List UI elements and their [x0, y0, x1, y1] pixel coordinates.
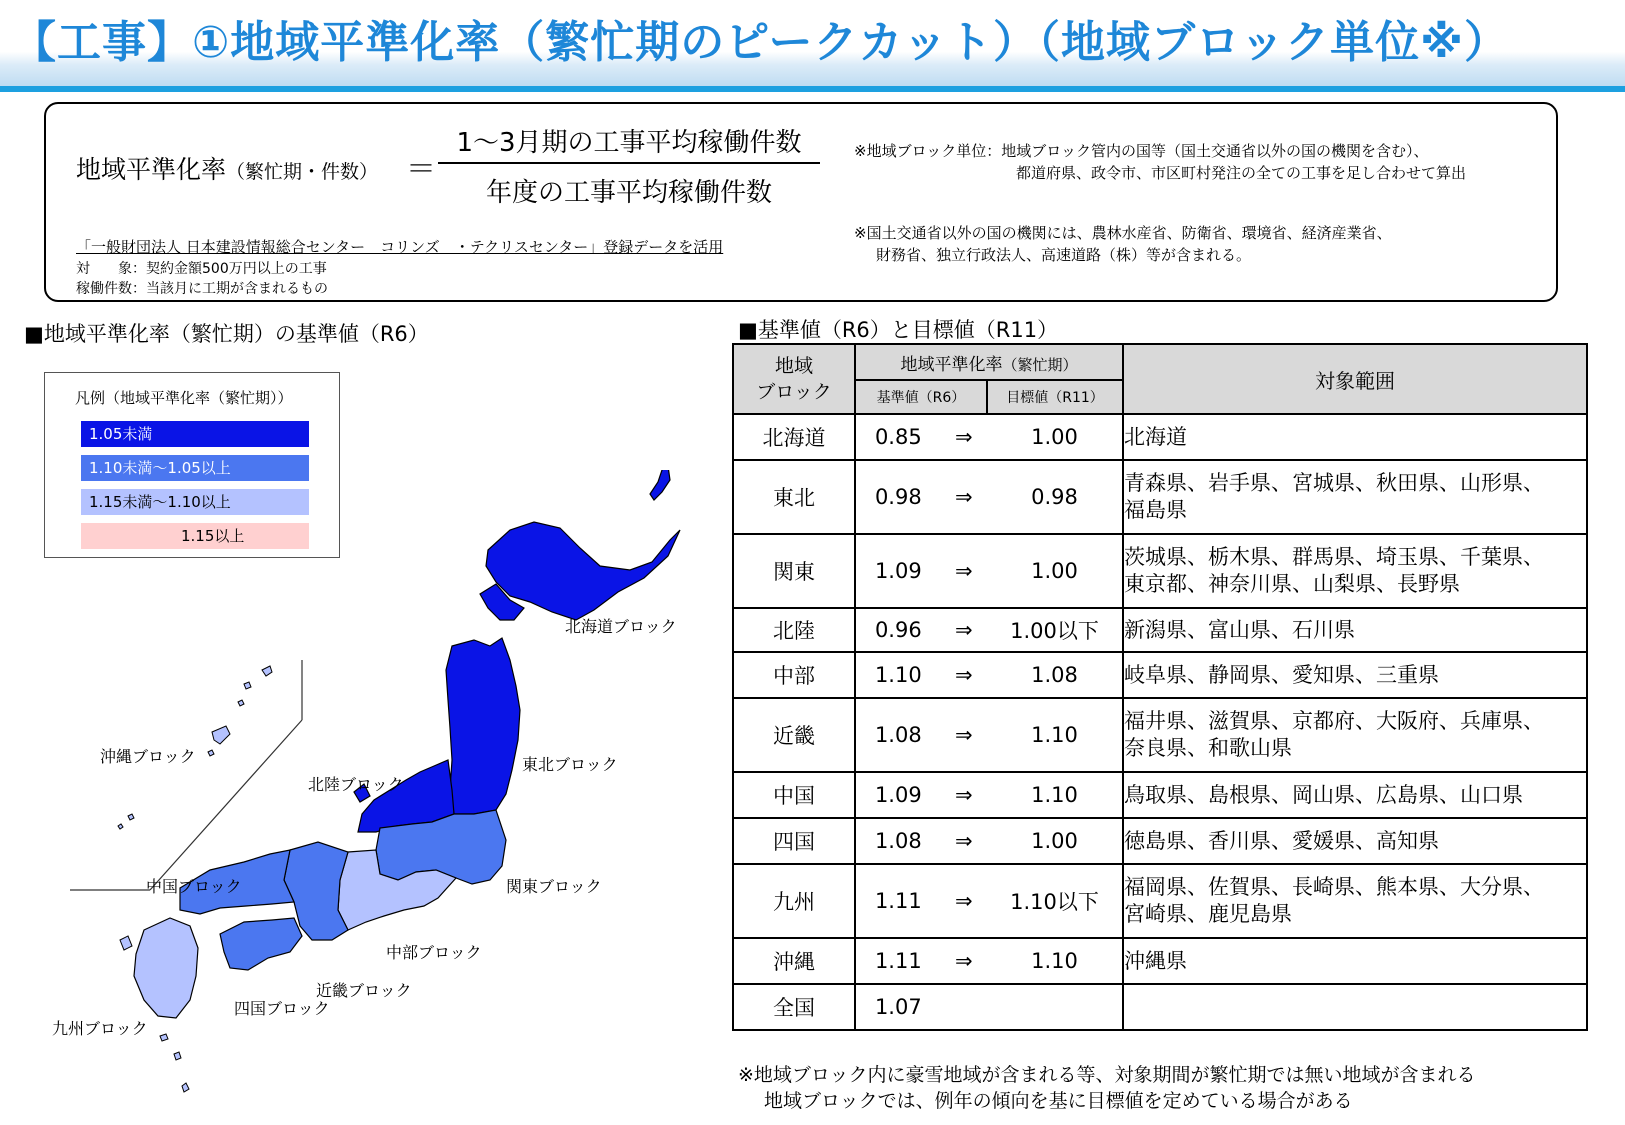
header-target: 目標値（R11）	[987, 380, 1123, 414]
table-row	[733, 460, 1587, 534]
block-unit-note: ※地域ブロック単位：地域ブロック管内の国等（国土交通省以外の国の機関を含む）、	[854, 142, 1429, 160]
arrow-icon: ⇒	[941, 938, 987, 984]
arrow-icon: ⇒	[941, 652, 987, 698]
header-rate-main: 地域平準化率	[900, 354, 1003, 375]
formula-lhs-sub: （繁忙期・件数）	[226, 161, 379, 183]
table-row	[733, 938, 1587, 984]
arrow-icon: ⇒	[941, 608, 987, 652]
block-unit-note-cont: 都道府県、政令市、市区町村発注の全ての工事を足し合わせて算出	[1016, 164, 1467, 182]
arrow-icon	[941, 984, 987, 1030]
arrow-icon: ⇒	[941, 772, 987, 818]
table-section-heading: ■基準値（R6）と目標値（R11）	[738, 318, 1059, 342]
table-row	[733, 652, 1587, 698]
bottom-note	[738, 1062, 1476, 1114]
target-table	[732, 343, 1588, 1031]
label-kinki-block: 近畿ブロック	[316, 981, 412, 1000]
cell-target-value: 1.10	[987, 772, 1123, 818]
kyushu-region	[134, 918, 198, 1018]
legend-title: 凡例（地域平準化率（繁忙期））	[75, 389, 293, 407]
arrow-icon: ⇒	[941, 534, 987, 608]
label-hokkaido-block: 北海道ブロック	[565, 617, 677, 636]
cell-target-value: 1.00	[987, 818, 1123, 864]
data-source: 「一般財団法人 日本建設情報総合センター コリンズ ・テクリスセンター」登録データを活用	[76, 238, 724, 256]
object-criteria: 対 象：契約金額500万円以上の工事	[76, 261, 327, 277]
map-section-heading: ■地域平準化率（繁忙期）の基準値（R6）	[24, 322, 429, 346]
cell-target-value: 1.10以下	[987, 864, 1123, 938]
cell-base-value: 1.09	[855, 772, 941, 818]
cell-base-value: 1.08	[855, 818, 941, 864]
table-row	[733, 414, 1587, 460]
table-row	[733, 864, 1587, 938]
table-row	[733, 984, 1587, 1030]
header-rate-sub: （繁忙期）	[1002, 355, 1078, 374]
arrow-icon: ⇒	[941, 460, 987, 534]
title-band	[0, 0, 1625, 86]
formula-box	[44, 102, 1558, 302]
cell-target-value: 1.08	[987, 652, 1123, 698]
shikoku-region	[220, 918, 302, 970]
cell-base-value: 1.09	[855, 534, 941, 608]
legend-item-105-110: 1.10未満～1.05以上	[81, 455, 309, 481]
header-scope: 対象範囲	[1123, 344, 1587, 414]
formula-denominator: 年度の工事平均稼働件数	[485, 178, 772, 208]
header-block: 地域 ブロック	[733, 344, 855, 414]
cell-scope: 茨城県、栃木県、群馬県、埼玉県、千葉県、 東京都、神奈川県、山梨県、長野県	[1123, 534, 1587, 608]
cell-block: 北海道	[733, 414, 855, 460]
cell-block: 四国	[733, 818, 855, 864]
cell-base-value: 1.07	[855, 984, 941, 1030]
cell-target-value: 1.00	[987, 414, 1123, 460]
legend-item-below-105: 1.05未満	[81, 421, 309, 447]
cell-target-value: 1.00	[987, 534, 1123, 608]
cell-scope: 鳥取県、島根県、岡山県、広島県、山口県	[1123, 772, 1587, 818]
cell-base-value: 1.11	[855, 938, 941, 984]
label-chubu-block: 中部ブロック	[386, 943, 482, 962]
cell-block: 東北	[733, 460, 855, 534]
formula-numerator: 1～3月期の工事平均稼働件数	[456, 128, 802, 158]
cell-block: 全国	[733, 984, 855, 1030]
table-row	[733, 698, 1587, 772]
cell-scope: 沖縄県	[1123, 938, 1587, 984]
label-okinawa-block: 沖縄ブロック	[100, 747, 196, 766]
arrow-icon: ⇒	[941, 864, 987, 938]
legend-item-above-115: 1.15以上	[81, 523, 309, 549]
cell-block: 近畿	[733, 698, 855, 772]
legend-item-110-115: 1.15未満～1.10以上	[81, 489, 309, 515]
cell-target-value: 1.00以下	[987, 608, 1123, 652]
cell-block: 中部	[733, 652, 855, 698]
header-base: 基準値（R6）	[855, 380, 987, 414]
cell-scope	[1123, 984, 1587, 1030]
cell-base-value: 1.08	[855, 698, 941, 772]
cell-base-value: 0.96	[855, 608, 941, 652]
cell-target-value	[987, 984, 1123, 1030]
arrow-icon: ⇒	[941, 698, 987, 772]
label-hokuriku-block: 北陸ブロック	[308, 775, 404, 794]
cell-target-value: 0.98	[987, 460, 1123, 534]
table-row	[733, 534, 1587, 608]
label-tohoku-block: 東北ブロック	[522, 755, 618, 774]
arrow-icon: ⇒	[941, 818, 987, 864]
cell-target-value: 1.10	[987, 938, 1123, 984]
formula-lhs	[76, 150, 378, 186]
cell-scope: 新潟県、富山県、石川県	[1123, 608, 1587, 652]
agencies-note-cont: 財務省、独立行政法人、高速道路（株）等が含まれる。	[876, 246, 1252, 264]
cell-scope: 北海道	[1123, 414, 1587, 460]
cell-scope: 岐阜県、静岡県、愛知県、三重県	[1123, 652, 1587, 698]
cell-base-value: 0.85	[855, 414, 941, 460]
arrow-icon: ⇒	[941, 414, 987, 460]
cell-block: 中国	[733, 772, 855, 818]
page-title: 【工事】①地域平準化率（繁忙期のピークカット）（地域ブロック単位※）	[12, 17, 1509, 68]
table-row	[733, 608, 1587, 652]
label-kyushu-block: 九州ブロック	[52, 1019, 148, 1038]
map-legend	[44, 372, 340, 558]
cell-block: 九州	[733, 864, 855, 938]
count-definition: 稼働件数：当該月に工期が含まれるもの	[76, 281, 328, 297]
cell-block: 関東	[733, 534, 855, 608]
cell-base-value: 1.11	[855, 864, 941, 938]
label-kanto-block: 関東ブロック	[506, 877, 602, 896]
cell-base-value: 0.98	[855, 460, 941, 534]
cell-block: 沖縄	[733, 938, 855, 984]
table-row	[733, 818, 1587, 864]
header-rate	[855, 344, 1123, 380]
fraction-bar	[438, 162, 820, 164]
label-chugoku-block: 中国ブロック	[146, 877, 242, 896]
label-shikoku-block: 四国ブロック	[234, 999, 330, 1018]
cell-scope: 福岡県、佐賀県、長崎県、熊本県、大分県、 宮崎県、鹿児島県	[1123, 864, 1587, 938]
bottom-note-line1: ※地域ブロック内に豪雪地域が含まれる等、対象期間が繁忙期では無い地域が含まれる	[738, 1064, 1476, 1086]
agencies-note: ※国土交通省以外の国の機関には、農林水産省、防衛省、環境省、経済産業省、	[854, 224, 1392, 242]
formula-lhs-main: 地域平準化率	[76, 155, 227, 184]
formula-equals: ＝	[406, 152, 436, 187]
cell-scope: 青森県、岩手県、宮城県、秋田県、山形県、 福島県	[1123, 460, 1587, 534]
cell-target-value: 1.10	[987, 698, 1123, 772]
title-underline	[0, 86, 1625, 92]
cell-base-value: 1.10	[855, 652, 941, 698]
table-row	[733, 772, 1587, 818]
cell-scope: 福井県、滋賀県、京都府、大阪府、兵庫県、 奈良県、和歌山県	[1123, 698, 1587, 772]
cell-scope: 徳島県、香川県、愛媛県、高知県	[1123, 818, 1587, 864]
cell-block: 北陸	[733, 608, 855, 652]
tohoku-region	[446, 638, 520, 814]
bottom-note-line2: 地域ブロックでは、例年の傾向を基に目標値を定めている場合がある	[764, 1090, 1353, 1112]
